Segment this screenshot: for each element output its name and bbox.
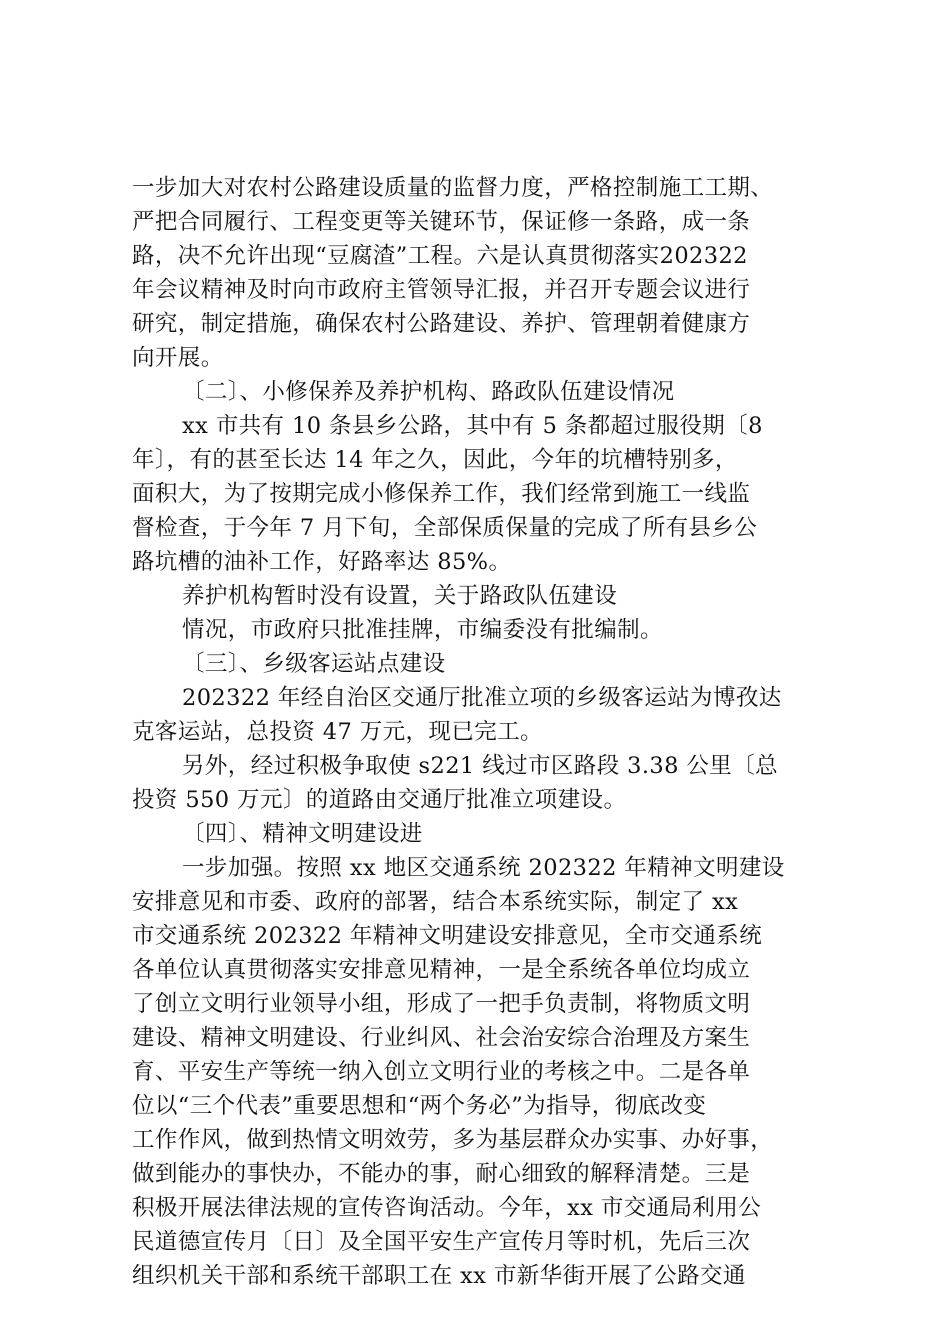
text-line: 面积大，为了按期完成小修保养工作，我们经常到施工一线监 (132, 481, 751, 507)
text-line: 克客运站，总投资 47 万元，现已完工。 (132, 719, 543, 745)
text-line: 年会议精神及时向市政府主管领导汇报，并召开专题会议进行 (132, 277, 751, 303)
text-line: 市交通系统 202322 年精神文明建设安排意见，全市交通系统 (132, 923, 763, 949)
text-line: 严把合同履行、工程变更等关键环节，保证修一条路，成一条 (132, 209, 751, 235)
text-line: 一步加强。按照 xx 地区交通系统 202322 年精神文明建设 (182, 855, 785, 881)
text-line: 另外，经过积极争取使 s221 线过市区路段 3.38 公里〔总 (182, 753, 778, 779)
text-line: 一步加大对农村公路建设质量的监督力度，严格控制施工工期、 (132, 175, 774, 201)
text-line: 年〕，有的甚至长达 14 年之久，因此，今年的坑槽特别多， (132, 447, 738, 473)
section-heading: 〔四〕、精神文明建设进 (182, 821, 423, 847)
text-line: 工作作风，做到热情文明效劳，多为基层群众办实事、办好事， (132, 1127, 774, 1153)
text-line: 组织机关干部和系统干部职工在 xx 市新华街开展了公路交通 (132, 1263, 746, 1289)
text-line: 路，决不允许出现“豆腐渣”工程。六是认真贯彻落实202322 (132, 243, 748, 269)
text-line: 各单位认真贯彻落实安排意见精神，一是全系统各单位均成立 (132, 957, 751, 983)
text-line: 了创立文明行业领导小组，形成了一把手负责制，将物质文明 (132, 991, 751, 1017)
text-line: 202322 年经自治区交通厅批准立项的乡级客运站为博孜达 (182, 685, 782, 711)
text-line: 情况，市政府只批准挂牌，市编委没有批编制。 (182, 617, 663, 643)
text-line: xx 市共有 10 条县乡公路，其中有 5 条都超过服役期〔8 (182, 413, 763, 439)
text-line: 民道德宣传月〔日〕及全国平安生产宣传月等时机，先后三次 (132, 1229, 751, 1255)
text-line: 积极开展法律法规的宣传咨询活动。今年，xx 市交通局利用公 (132, 1195, 762, 1221)
section-heading: 〔二〕、小修保养及养护机构、路政队伍建设情况 (182, 379, 675, 405)
text-line: 建设、精神文明建设、行业纠风、社会治安综合治理及方案生 (132, 1025, 751, 1051)
text-line: 路坑槽的油补工作，好路率达 85%。 (132, 549, 512, 575)
text-line: 育、平安生产等统一纳入创立文明行业的考核之中。二是各单 (132, 1059, 751, 1085)
text-line: 督检查，于今年 7 月下旬，全部保质保量的完成了所有县乡公 (132, 515, 758, 541)
text-line: 做到能办的事快办，不能办的事，耐心细致的解释清楚。三是 (132, 1161, 751, 1187)
text-line: 向开展。 (132, 345, 224, 371)
text-line: 研究，制定措施，确保农村公路建设、养护、管理朝着健康方 (132, 311, 751, 337)
text-line: 安排意见和市委、政府的部署，结合本系统实际，制定了 xx (132, 889, 739, 915)
text-line: 位以“三个代表”重要思想和“两个务必”为指导，彻底改变 (132, 1093, 707, 1119)
section-heading: 〔三〕、乡级客运站点建设 (182, 651, 446, 677)
text-line: 投资 550 万元〕的道路由交通厅批准立项建设。 (132, 787, 627, 813)
text-line: 养护机构暂时没有设置，关于路政队伍建设 (182, 583, 618, 609)
